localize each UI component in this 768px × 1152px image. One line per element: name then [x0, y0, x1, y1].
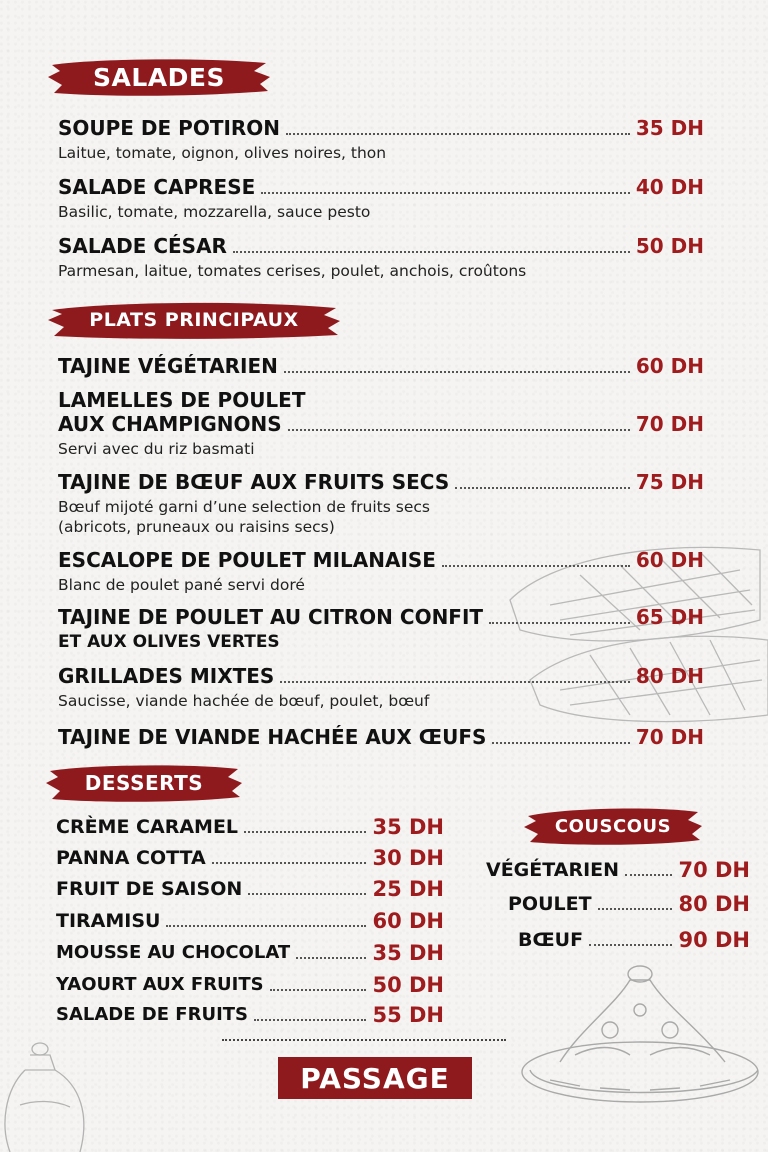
- footer-divider: [222, 1039, 506, 1041]
- item-price: 60 DH: [372, 909, 444, 933]
- couscous-banner: [524, 806, 702, 846]
- couscous-item: [518, 929, 750, 951]
- item-price: 80 DH: [678, 892, 750, 916]
- item-description-line1: Bœuf mijoté garni d’une selection de fruits secs: [58, 498, 430, 516]
- item-price: 35 DH: [372, 815, 444, 839]
- item-name: TIRAMISU: [56, 910, 161, 932]
- plats-banner: [48, 300, 340, 340]
- menu-item: [58, 388, 704, 459]
- dot-leader: [233, 251, 630, 253]
- item-description: Saucisse, viande hachée de bœuf, poulet, bœuf: [58, 692, 430, 710]
- dot-leader: [598, 908, 673, 910]
- couscous-item: [508, 893, 750, 915]
- dot-leader: [166, 925, 366, 927]
- dessert-item: [56, 847, 444, 869]
- item-name: CRÈME CARAMEL: [56, 816, 239, 838]
- item-name: TAJINE DE VIANDE HACHÉE AUX ŒUFS: [58, 725, 487, 749]
- item-name: SOUPE DE POTIRON: [58, 116, 281, 140]
- item-price: 75 DH: [635, 470, 704, 494]
- item-name: BŒUF: [518, 929, 584, 951]
- item-name: FRUIT DE SAISON: [56, 878, 243, 900]
- item-name-line1: LAMELLES DE POULET: [58, 388, 306, 412]
- item-price: 50 DH: [635, 234, 704, 258]
- item-price: 70 DH: [678, 858, 750, 882]
- item-price: 30 DH: [372, 846, 444, 870]
- item-name-line2: ET AUX OLIVES VERTES: [58, 632, 280, 652]
- dot-leader: [589, 944, 672, 946]
- item-price: 70 DH: [635, 412, 704, 436]
- dot-leader: [286, 133, 630, 135]
- item-price: 80 DH: [635, 664, 704, 688]
- dot-leader: [254, 1019, 366, 1021]
- item-description: Parmesan, laitue, tomates cerises, poulet, anchois, croûtons: [58, 262, 527, 280]
- item-price: 65 DH: [635, 605, 704, 629]
- menu-item: [58, 175, 704, 222]
- menu-item: [58, 234, 704, 281]
- item-name: YAOURT AUX FRUITS: [56, 974, 264, 995]
- section-title: PLATS PRINCIPAUX: [89, 309, 299, 331]
- dot-leader: [625, 874, 672, 876]
- menu-item: [58, 548, 704, 595]
- dot-leader: [244, 831, 366, 833]
- item-price: 40 DH: [635, 175, 704, 199]
- item-price: 55 DH: [372, 1003, 444, 1027]
- item-name: VÉGÉTARIEN: [486, 859, 620, 881]
- dot-leader: [288, 429, 630, 431]
- menu-item: [58, 116, 704, 163]
- brand-name: PASSAGE: [300, 1061, 450, 1095]
- dot-leader: [212, 862, 367, 864]
- item-description-line2: (abricots, pruneaux ou raisins secs): [58, 518, 335, 536]
- dot-leader: [280, 681, 630, 683]
- item-name: SALADE DE FRUITS: [56, 1004, 249, 1025]
- brand-logo: [278, 1057, 472, 1099]
- dessert-item: [56, 910, 444, 932]
- dessert-item: [56, 974, 444, 996]
- dot-leader: [489, 622, 630, 624]
- item-name: SALADE CAPRESE: [58, 175, 256, 199]
- item-price: 60 DH: [635, 548, 704, 572]
- dessert-item: [56, 878, 444, 900]
- dessert-item: [56, 942, 444, 964]
- item-price: 70 DH: [635, 725, 704, 749]
- item-name: GRILLADES MIXTES: [58, 664, 275, 688]
- dot-leader: [455, 487, 630, 489]
- item-description: Basilic, tomate, mozzarella, sauce pesto: [58, 203, 371, 221]
- teapot-sketch: [0, 1035, 100, 1152]
- item-price: 90 DH: [678, 928, 750, 952]
- couscous-item: [486, 859, 750, 881]
- item-price: 35 DH: [635, 116, 704, 140]
- item-name: TAJINE VÉGÉTARIEN: [58, 354, 278, 378]
- menu-item: [58, 605, 704, 653]
- item-description: Laitue, tomate, oignon, olives noires, thon: [58, 144, 387, 162]
- menu-item: [58, 664, 704, 711]
- section-title: SALADES: [93, 62, 225, 92]
- dot-leader: [296, 957, 366, 959]
- item-name: POULET: [508, 893, 592, 915]
- dessert-item: [56, 816, 444, 838]
- item-name: TAJINE DE BŒUF AUX FRUITS SECS: [58, 470, 450, 494]
- dot-leader: [492, 742, 629, 744]
- salades-banner: [48, 57, 270, 97]
- desserts-banner: [46, 763, 242, 803]
- dot-leader: [248, 893, 366, 895]
- item-price: 50 DH: [372, 973, 444, 997]
- dessert-item: [56, 1004, 444, 1026]
- dot-leader: [442, 565, 630, 567]
- menu-item: [58, 354, 704, 378]
- item-name: ESCALOPE DE POULET MILANAISE: [58, 548, 436, 572]
- item-description: Servi avec du riz basmati: [58, 440, 255, 458]
- menu-item: [58, 725, 704, 749]
- dot-leader: [270, 989, 367, 991]
- tajine-sketch: [520, 960, 768, 1110]
- item-name: SALADE CÉSAR: [58, 234, 227, 258]
- item-price: 25 DH: [372, 877, 444, 901]
- item-name: MOUSSE AU CHOCOLAT: [56, 942, 291, 963]
- section-title: COUSCOUS: [554, 815, 672, 837]
- item-price: 35 DH: [372, 941, 444, 965]
- dot-leader: [261, 192, 630, 194]
- item-name: TAJINE DE POULET AU CITRON CONFIT: [58, 605, 484, 629]
- menu-item: [58, 470, 704, 537]
- item-description: Blanc de poulet pané servi doré: [58, 576, 305, 594]
- section-title: DESSERTS: [84, 771, 204, 795]
- item-name: PANNA COTTA: [56, 847, 206, 869]
- dot-leader: [284, 371, 630, 373]
- item-price: 60 DH: [635, 354, 704, 378]
- item-name: AUX CHAMPIGNONS: [58, 412, 282, 436]
